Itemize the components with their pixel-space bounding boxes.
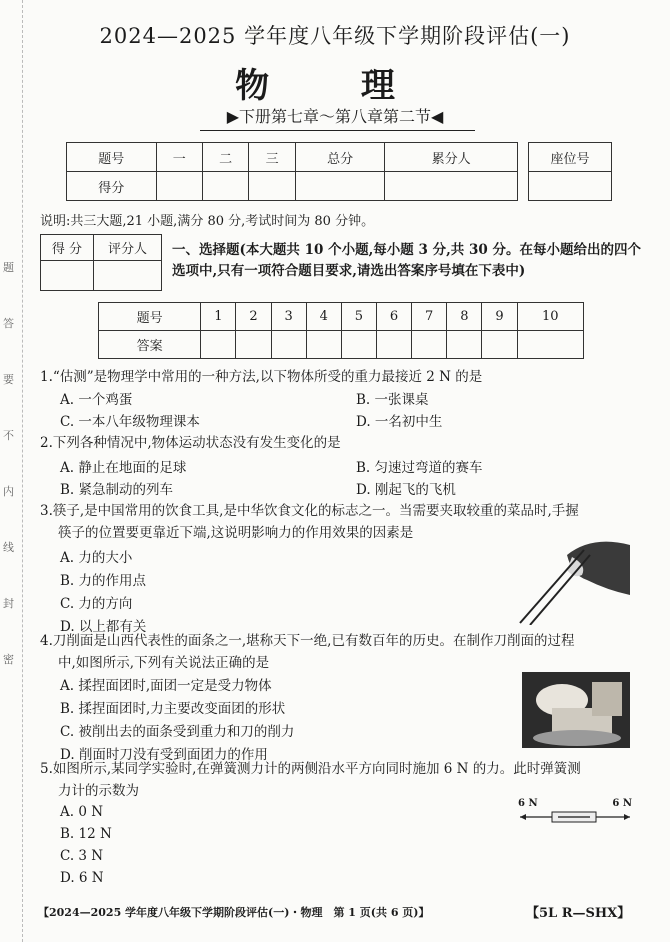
- grader-name-cell[interactable]: [93, 261, 161, 291]
- scope-divider: [200, 130, 475, 131]
- margin-char: 密: [3, 653, 14, 666]
- score-cell[interactable]: [202, 172, 248, 201]
- answer-row-label: 答案: [99, 331, 201, 359]
- margin-char: 封: [3, 597, 14, 610]
- binding-margin-text: [3, 240, 17, 688]
- score-cell[interactable]: [385, 172, 518, 201]
- grader-score-label: 得 分: [41, 235, 94, 261]
- q5-option-c: C. 3 N: [60, 848, 104, 864]
- q2-option-a: A. 静止在地面的足球: [60, 460, 187, 476]
- answer-cell[interactable]: [482, 331, 517, 359]
- q3-option-c: C. 力的方向: [60, 596, 133, 612]
- question-3-line-2: 筷子的位置要更靠近下端,这说明影响力的作用效果的因素是: [58, 525, 414, 541]
- q2-option-b: B. 匀速过弯道的赛车: [356, 460, 483, 476]
- q5-option-a: A. 0 N: [60, 804, 104, 820]
- q1-option-b: B. 一张课桌: [356, 392, 429, 408]
- answer-cell[interactable]: [341, 331, 376, 359]
- q1-option-c: C. 一本八年级物理课本: [60, 414, 200, 430]
- score-cell[interactable]: [295, 172, 385, 201]
- answer-number: 4: [306, 303, 341, 331]
- exam-title: 2024—2025 学年度八年级下学期阶段评估(一): [99, 24, 571, 48]
- answer-cell[interactable]: [306, 331, 341, 359]
- chopsticks-hand-figure: [512, 535, 630, 625]
- q3-option-a: A. 力的大小: [60, 550, 133, 566]
- answer-cell[interactable]: [517, 331, 583, 359]
- answer-number: 7: [412, 303, 447, 331]
- answer-number: 5: [341, 303, 376, 331]
- seat-label: 座位号: [529, 143, 612, 172]
- page-footer: 【2024—2025 学年度八年级下学期阶段评估(一)・物理 第 1 页(共 6 页)】: [38, 906, 430, 919]
- answer-number: 1: [201, 303, 236, 331]
- answer-table: [98, 302, 584, 359]
- question-1: 1.“估测”是物理学中常用的一种方法,以下物体所受的重力最接近 2 N 的是: [40, 369, 483, 385]
- exam-note: 说明:共三大题,21 小题,满分 80 分,考试时间为 80 分钟。: [40, 214, 375, 229]
- grader-table: [40, 234, 162, 291]
- q3-option-b: B. 力的作用点: [60, 573, 147, 589]
- answer-cell[interactable]: [271, 331, 306, 359]
- margin-char: 答: [3, 317, 14, 330]
- q4-option-a: A. 揉捏面团时,面团一定是受力物体: [60, 678, 272, 694]
- answer-cell[interactable]: [412, 331, 447, 359]
- q4-option-c: C. 被削出去的面条受到重力和刀的削力: [60, 724, 295, 740]
- margin-char: 题: [3, 261, 14, 274]
- grader-name-label: 评分人: [93, 235, 161, 261]
- q4-option-d: D. 削面时刀没有受到面团力的作用: [60, 747, 268, 763]
- score-row-label: 得分: [67, 172, 157, 201]
- answer-number: 9: [482, 303, 517, 331]
- score-header-cell: 累分人: [385, 143, 518, 172]
- margin-char: 内: [3, 485, 14, 498]
- score-header-cell: 总分: [295, 143, 385, 172]
- answer-cell[interactable]: [447, 331, 482, 359]
- q2-option-d: D. 刚起飞的飞机: [356, 482, 456, 498]
- question-5-line-2: 力计的示数为: [58, 783, 139, 799]
- q5-option-b: B. 12 N: [60, 826, 112, 842]
- q4-option-b: B. 揉捏面团时,力主要改变面团的形状: [60, 701, 286, 717]
- margin-char: 线: [3, 541, 14, 554]
- seat-cell[interactable]: [529, 172, 612, 201]
- q1-option-d: D. 一名初中生: [356, 414, 443, 430]
- answer-cell[interactable]: [376, 331, 411, 359]
- question-2: 2.下列各种情况中,物体运动状态没有发生变化的是: [40, 435, 341, 451]
- exam-scope: ▶下册第七章～第八章第二节◀: [226, 107, 444, 126]
- seat-table: [528, 142, 612, 201]
- score-header-cell: 二: [202, 143, 248, 172]
- subject-title: 物 理: [235, 66, 435, 106]
- q1-option-a: A. 一个鸡蛋: [60, 392, 133, 408]
- paper-code: 【5L R—SHX】: [526, 906, 631, 921]
- answer-number: 6: [376, 303, 411, 331]
- q3-option-d: D. 以上都有关: [60, 619, 147, 635]
- spring-scale-figure: [518, 798, 632, 826]
- answer-number: 3: [271, 303, 306, 331]
- section-one-heading: 一、选择题(本大题共 10 个小题,每小题 3 分,共 30 分。在每小题给出的四个选项中,只有一项符合题目要求,请选出答案序号填在下表中): [172, 242, 641, 279]
- grader-score-cell[interactable]: [41, 261, 94, 291]
- answer-header-label: 题号: [99, 303, 201, 331]
- score-cell[interactable]: [249, 172, 295, 201]
- answer-number: 10: [517, 303, 583, 331]
- margin-char: 要: [3, 373, 14, 386]
- score-header-cell: 一: [156, 143, 202, 172]
- q2-option-c: B. 紧急制动的列车: [60, 482, 174, 498]
- answer-cell[interactable]: [201, 331, 236, 359]
- score-header-cell: 三: [249, 143, 295, 172]
- question-3-line-1: 3.筷子,是中国常用的饮食工具,是中华饮食文化的标志之一。当需要夹取较重的菜品时,手握: [40, 503, 579, 519]
- question-5-line-1: 5.如图所示,某同学实验时,在弹簧测力计的两侧沿水平方向同时施加 6 N 的力。此时弹簧测: [40, 761, 581, 777]
- score-header-cell: 题号: [67, 143, 157, 172]
- score-table: [66, 142, 518, 201]
- question-4-line-1: 4.刀削面是山西代表性的面条之一,堪称天下一绝,已有数百年的历史。在制作刀削面的过程: [40, 633, 575, 649]
- question-4-line-2: 中,如图所示,下列有关说法正确的是: [58, 655, 270, 671]
- right-force-label: 6 N: [612, 798, 632, 809]
- answer-number: 8: [447, 303, 482, 331]
- q5-option-d: D. 6 N: [60, 870, 104, 886]
- answer-number: 2: [236, 303, 271, 331]
- left-force-label: 6 N: [518, 798, 538, 809]
- knife-noodle-photo: [522, 672, 630, 748]
- answer-cell[interactable]: [236, 331, 271, 359]
- score-cell[interactable]: [156, 172, 202, 201]
- margin-char: 不: [3, 429, 14, 442]
